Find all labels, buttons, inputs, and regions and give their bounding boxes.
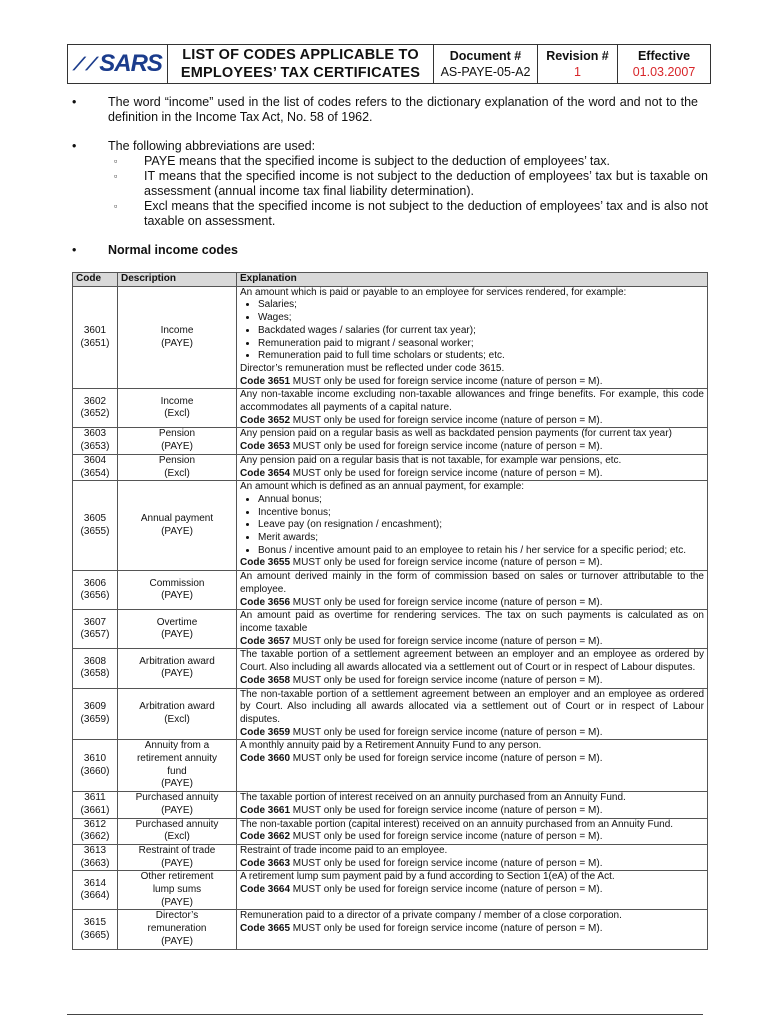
explanation-text: The non-taxable portion of a settlement agreement between an employer and an employee as ordered by Court. Also including all awards allocated via a settlement out of Court or in respect of Labour disputes.: [240, 688, 704, 725]
example-list: [240, 299, 704, 363]
footer-rule: [67, 1014, 703, 1015]
explanation-cell: [237, 481, 708, 571]
explanation-cell: [237, 792, 708, 818]
code-value: 3609: [83, 701, 107, 713]
description-line: lump sums: [152, 884, 202, 896]
document-title-line2: EMPLOYEES’ TAX CERTIFICATES: [180, 65, 421, 81]
description-line: (PAYE): [161, 935, 193, 947]
code-cell: [73, 792, 118, 818]
description-line: (PAYE): [161, 804, 193, 816]
explanation-cell: [237, 740, 708, 792]
description-cell: [118, 428, 237, 454]
foreign-code-value: (3651): [80, 337, 110, 349]
note-code: Code 3662: [240, 831, 291, 843]
description-line: Other retirement: [140, 871, 214, 883]
code-cell: [73, 688, 118, 740]
effective-label: Effective: [637, 49, 691, 63]
note-text: MUST only be used for foreign service income (nature of person = M).: [290, 635, 603, 647]
note-code: Code 3665: [240, 923, 291, 935]
explanation-text: The non-taxable portion (capital interest) received on an annuity purchased from an Annuity Fund.: [240, 818, 674, 830]
code-cell: [73, 844, 118, 870]
explanation-text: Remuneration paid to a director of a private company / member of a close corporation.: [240, 910, 622, 922]
foreign-code-value: (3661): [80, 804, 110, 816]
foreign-service-note: [240, 884, 704, 897]
note-text: MUST only be used for foreign service income (nature of person = M).: [290, 375, 603, 387]
foreign-code-value: (3664): [80, 890, 110, 902]
foreign-service-note: [240, 727, 704, 740]
explanation-cell: [237, 818, 708, 844]
description-line: Income: [160, 395, 194, 407]
description-cell: [118, 871, 237, 910]
note-code: Code 3653: [240, 441, 291, 453]
effective-date: 01.03.2007: [632, 65, 696, 79]
explanation-text: A retirement lump sum payment paid by a fund according to Section 1(eA) of the Act.: [240, 871, 615, 883]
description-line: retirement annuity: [136, 753, 218, 765]
code-value: 3613: [83, 844, 107, 856]
note-code: Code 3651: [240, 375, 291, 387]
example-item: • Incentive bonus;: [258, 507, 704, 520]
description-cell: [118, 792, 237, 818]
revision-label: Revision #: [546, 49, 609, 63]
note-text: MUST only be used for foreign service income (nature of person = M).: [290, 923, 603, 935]
document-title: [168, 45, 434, 83]
sars-logo: [68, 45, 168, 83]
note-text: MUST only be used for foreign service income (nature of person = M).: [290, 467, 603, 479]
description-line: Director’s: [155, 910, 199, 922]
description-line: (PAYE): [161, 896, 193, 908]
description-cell: [118, 571, 237, 610]
table-row: [73, 610, 708, 649]
foreign-code-value: (3657): [80, 629, 110, 641]
explanation-text: Any non-taxable income excluding non-taxable allowances and fringe benefits. For example, this code accommodates all payments of a capital nature.: [240, 389, 704, 414]
example-item: • Remuneration paid to migrant / seasonal worker;: [258, 338, 704, 351]
bullet-icon: •: [72, 243, 77, 257]
table-header-row: [73, 273, 708, 287]
description-line: (Excl): [164, 831, 190, 843]
foreign-service-note: [240, 753, 704, 766]
description-line: Arbitration award: [139, 701, 215, 713]
description-line: remuneration: [147, 923, 207, 935]
description-line: (PAYE): [161, 629, 193, 641]
revision-cell: [538, 45, 618, 83]
column-header-explanation: Explanation: [237, 273, 708, 287]
description-cell: [118, 389, 237, 428]
table-row: [73, 481, 708, 571]
description-cell: [118, 844, 237, 870]
description-line: (PAYE): [161, 441, 193, 453]
description-cell: [118, 649, 237, 688]
note-code: Code 3664: [240, 884, 291, 896]
revision-value: 1: [574, 65, 581, 79]
abbrev-text: PAYE means that the specified income is subject to the deduction of employees’ tax.: [144, 154, 610, 168]
explanation-text: A monthly annuity paid by a Retirement Annuity Fund to any person.: [240, 740, 542, 752]
column-header-code: Code: [73, 273, 118, 287]
code-value: 3603: [83, 428, 107, 440]
description-line: (PAYE): [161, 668, 193, 680]
description-line: Commission: [149, 577, 205, 589]
description-line: Arbitration award: [139, 655, 215, 667]
example-item: • Remuneration paid to full time scholars or students; etc.: [258, 350, 704, 363]
code-value: 3602: [83, 395, 107, 407]
explanation-cell: [237, 389, 708, 428]
code-value: 3605: [83, 513, 107, 524]
description-cell: [118, 286, 237, 389]
table-row: [73, 389, 708, 428]
code-cell: [73, 910, 118, 949]
description-line: Purchased annuity: [135, 792, 219, 804]
foreign-service-note: [240, 557, 704, 570]
code-cell: [73, 740, 118, 792]
table-row: [73, 792, 708, 818]
bullet-text: The following abbreviations are used:: [108, 139, 316, 153]
foreign-service-note: [240, 636, 704, 649]
explanation-text: An amount derived mainly in the form of commission based on sales or turnover attributable to the employee.: [240, 571, 704, 595]
note-text: MUST only be used for foreign service income (nature of person = M).: [290, 726, 603, 738]
bullet-text: The word “income” used in the list of codes refers to the dictionary explanation of the word and not to the definition in the Income Tax Act, No. 58 of 1962.: [108, 95, 698, 124]
table-row: [73, 428, 708, 454]
document-number-value: AS-PAYE-05-A2: [440, 65, 531, 79]
table-row: [73, 910, 708, 949]
table-row: [73, 454, 708, 480]
code-value: 3608: [83, 655, 107, 667]
document-number-label: Document #: [449, 49, 522, 63]
note-code: Code 3659: [240, 726, 291, 738]
note-code: Code 3654: [240, 467, 291, 479]
explanation-cell: [237, 871, 708, 910]
explanation-text: The taxable portion of a settlement agreement between an employer and an employee as ordered by Court. Also including all awards allocated via a settlement out of Court or in respect of Labour disputes.: [240, 649, 704, 674]
effective-cell: [618, 45, 710, 83]
example-item: • Annual bonus;: [258, 494, 704, 507]
example-item: • Salaries;: [258, 299, 704, 312]
description-line: Annual payment: [140, 513, 214, 524]
note-code: Code 3661: [240, 804, 291, 816]
description-line: (PAYE): [161, 857, 193, 869]
explanation-cell: [237, 910, 708, 949]
table-row: [73, 286, 708, 389]
code-value: 3606: [83, 577, 107, 589]
foreign-service-note: [240, 805, 704, 818]
bullet-icon: •: [72, 139, 77, 153]
foreign-service-note: [240, 831, 704, 844]
foreign-code-value: (3656): [80, 590, 110, 602]
note-text: MUST only be used for foreign service income (nature of person = M).: [290, 674, 603, 686]
table-row: [73, 740, 708, 792]
column-header-description: Description: [118, 273, 237, 287]
code-cell: [73, 571, 118, 610]
note-text: MUST only be used for foreign service income (nature of person = M).: [290, 804, 603, 816]
note-text: MUST only be used for foreign service income (nature of person = M).: [290, 831, 603, 843]
foreign-service-note: [240, 597, 704, 610]
explanation-text: An amount which is defined as an annual payment, for example:: [240, 481, 525, 493]
description-cell: [118, 910, 237, 949]
code-value: 3614: [83, 877, 107, 889]
foreign-code-value: (3653): [80, 441, 110, 453]
description-line: Pension: [158, 428, 196, 440]
foreign-code-value: (3665): [80, 929, 110, 941]
note-text: MUST only be used for foreign service income (nature of person = M).: [290, 441, 603, 453]
explanation-cell: [237, 571, 708, 610]
description-line: (PAYE): [161, 590, 193, 602]
code-cell: [73, 871, 118, 910]
note-code: Code 3663: [240, 857, 291, 869]
code-value: 3604: [83, 454, 107, 466]
foreign-code-value: (3658): [80, 668, 110, 680]
description-line: (Excl): [164, 713, 190, 725]
description-line: Purchased annuity: [135, 818, 219, 830]
table-row: [73, 871, 708, 910]
table-row: [73, 844, 708, 870]
code-cell: [73, 454, 118, 480]
code-cell: [73, 481, 118, 571]
document-title-line1: LIST OF CODES APPLICABLE TO: [182, 47, 419, 63]
square-bullet-icon: ▫: [114, 156, 118, 166]
code-cell: [73, 389, 118, 428]
square-bullet-icon: ▫: [114, 201, 118, 211]
explanation-cell: [237, 688, 708, 740]
note-code: Code 3656: [240, 596, 291, 608]
description-cell: [118, 688, 237, 740]
foreign-code-value: (3655): [80, 525, 110, 537]
table-row: [73, 818, 708, 844]
note-code: Code 3658: [240, 674, 291, 686]
foreign-code-value: (3652): [80, 408, 110, 420]
note-code: Code 3660: [240, 753, 291, 765]
description-line: (Excl): [164, 467, 190, 479]
foreign-code-value: (3654): [80, 467, 110, 479]
foreign-code-value: (3662): [80, 831, 110, 843]
description-line: (PAYE): [161, 337, 193, 349]
code-cell: [73, 610, 118, 649]
document-header: [67, 44, 711, 84]
foreign-service-note: [240, 675, 704, 688]
foreign-code-value: (3660): [80, 765, 110, 777]
table-row: [73, 571, 708, 610]
description-line: (Excl): [164, 408, 190, 420]
code-cell: [73, 818, 118, 844]
note-code: Code 3652: [240, 414, 291, 426]
foreign-code-value: (3663): [80, 857, 110, 869]
explanation-text: Any pension paid on a regular basis that is not taxable, for example war pensions, etc.: [240, 454, 622, 466]
description-cell: [118, 740, 237, 792]
description-line: Annuity from a: [144, 740, 210, 752]
abbrev-text: Excl means that the specified income is not subject to the deduction of employees’ tax and is also not taxable on assessment.: [144, 199, 708, 228]
section-heading: Normal income codes: [108, 243, 238, 257]
income-codes-table: [72, 272, 708, 950]
code-cell: [73, 286, 118, 389]
foreign-service-note: [240, 468, 704, 481]
description-cell: [118, 610, 237, 649]
explanation-cell: [237, 649, 708, 688]
explanation-text: Any pension paid on a regular basis as well as backdated pension payments (for current tax year): [240, 428, 672, 440]
code-value: 3612: [83, 818, 107, 830]
explanation-cell: [237, 428, 708, 454]
example-item: • Backdated wages / salaries (for current tax year);: [258, 325, 704, 338]
description-line: (PAYE): [161, 525, 193, 537]
abbrev-text: IT means that the specified income is not subject to the deduction of employees’ tax but is taxable on assessment (annual income tax final liability determination).: [144, 169, 708, 198]
code-value: 3601: [83, 324, 107, 336]
explanation-text: An amount paid as overtime for rendering services. The tax on such payments is calculated as on income taxable: [240, 610, 704, 634]
example-list: [240, 494, 704, 558]
explanation-cell: [237, 844, 708, 870]
example-item: • Bonus / incentive amount paid to an employee to retain his / her service for a specific period; etc.: [258, 545, 704, 558]
foreign-service-note: [240, 376, 704, 389]
note-code: Code 3655: [240, 557, 291, 569]
description-line: Pension: [158, 454, 196, 466]
note-text: MUST only be used for foreign service income (nature of person = M).: [290, 557, 603, 569]
explanation-extra: Director’s remuneration must be reflected under code 3615.: [240, 362, 505, 374]
code-value: 3610: [83, 753, 107, 765]
description-cell: [118, 818, 237, 844]
foreign-service-note: [240, 923, 704, 936]
note-text: MUST only be used for foreign service income (nature of person = M).: [290, 857, 603, 869]
table-row: [73, 649, 708, 688]
explanation-cell: [237, 286, 708, 389]
note-text: MUST only be used for foreign service income (nature of person = M).: [290, 753, 603, 765]
foreign-service-note: [240, 415, 704, 428]
note-text: MUST only be used for foreign service income (nature of person = M).: [290, 414, 603, 426]
note-code: Code 3657: [240, 635, 291, 647]
code-value: 3615: [83, 916, 107, 928]
explanation-cell: [237, 610, 708, 649]
foreign-code-value: (3659): [80, 713, 110, 725]
table-row: [73, 688, 708, 740]
code-value: 3607: [83, 616, 107, 628]
description-cell: [118, 454, 237, 480]
bullet-icon: •: [72, 95, 77, 109]
sars-logo-mark-icon: ⟋⟋: [73, 53, 99, 74]
example-item: • Wages;: [258, 312, 704, 325]
description-line: Income: [160, 324, 194, 336]
square-bullet-icon: ▫: [114, 171, 118, 181]
description-line: fund: [167, 765, 187, 777]
foreign-service-note: [240, 441, 704, 454]
description-line: Overtime: [156, 616, 198, 628]
description-cell: [118, 481, 237, 571]
code-cell: [73, 428, 118, 454]
foreign-service-note: [240, 858, 704, 871]
explanation-text: Restraint of trade income paid to an employee.: [240, 844, 448, 856]
sars-logo-text: SARS: [99, 50, 162, 77]
document-number-cell: [434, 45, 538, 83]
example-item: • Merit awards;: [258, 532, 704, 545]
code-value: 3611: [84, 792, 106, 804]
description-line: (PAYE): [161, 778, 193, 790]
code-cell: [73, 649, 118, 688]
explanation-text: The taxable portion of interest received on an annuity purchased from an Annuity Fund.: [240, 792, 626, 804]
note-text: MUST only be used for foreign service income (nature of person = M).: [290, 884, 603, 896]
explanation-cell: [237, 454, 708, 480]
note-text: MUST only be used for foreign service income (nature of person = M).: [290, 596, 603, 608]
explanation-text: An amount which is paid or payable to an employee for services rendered, for example:: [240, 286, 627, 298]
description-line: Restraint of trade: [138, 844, 216, 856]
example-item: • Leave pay (on resignation / encashment);: [258, 519, 704, 532]
